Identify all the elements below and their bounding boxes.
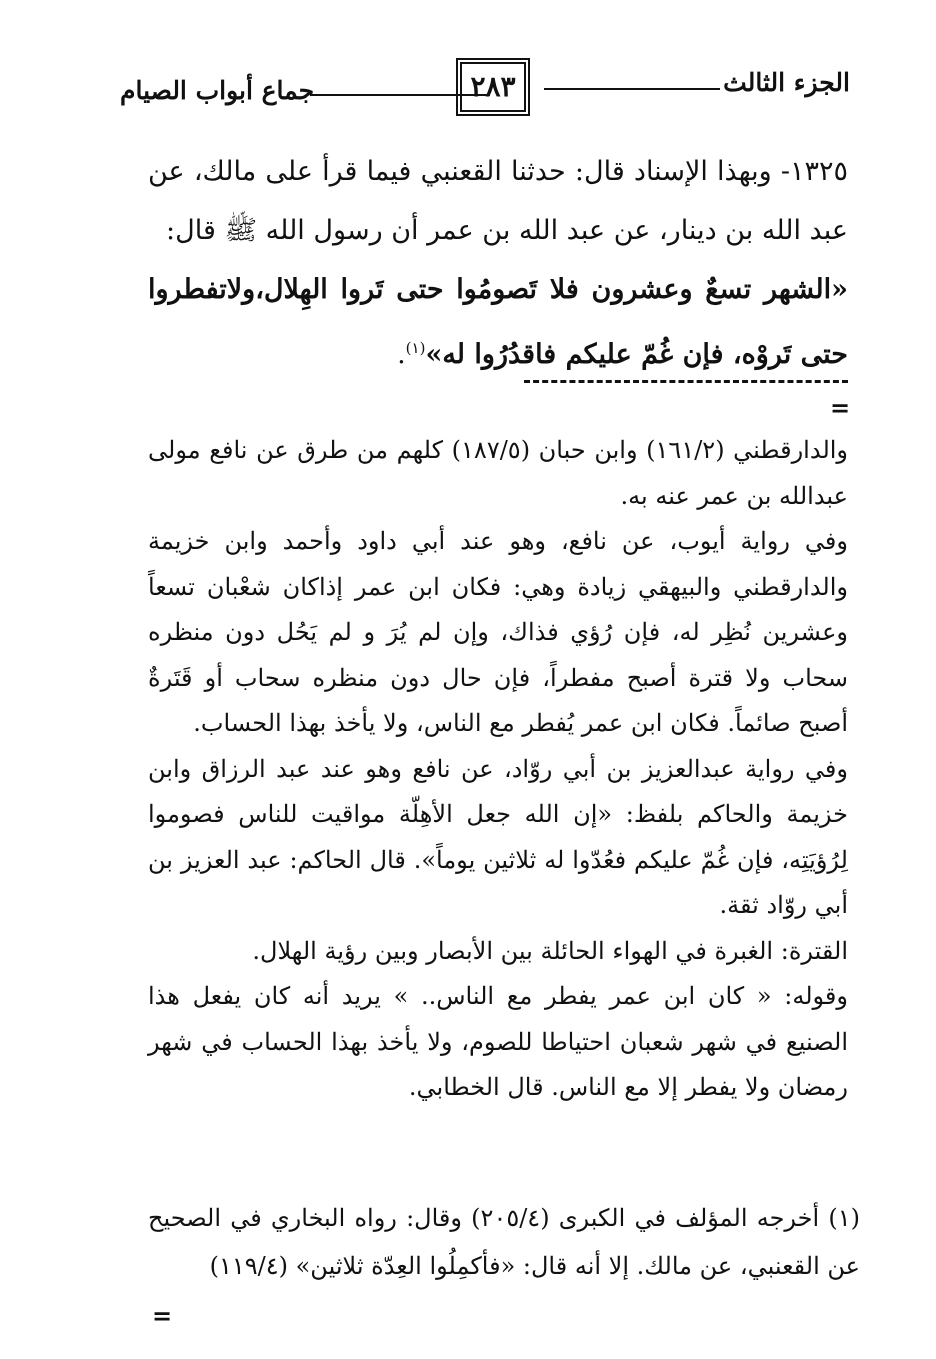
hadith-matn [148,260,848,384]
footnote-paragraph: وقوله: « كان ابن عمر يفطر مع الناس.. » يريد أنه كان يفعل هذا الصنيع في شهر شعبان احتياطا للصوم، ولا يأخذ بهذا الحساب في شهر رمضان ولا يفطر إلا مع الناس. قال الخطابي. [148,982,848,1101]
footnote-paragraph: وفي رواية عبدالعزيز بن أبي روّاد، عن نافع وهو عند عبد الرزاق وابن خزيمة والحاكم بلفظ: «إن الله جعل الأهِلّة مواقيت للناس فصوموا لِرُؤيَتِه، فإن غُمّ عليكم فعُدّوا له ثلاثين يوماً». قال الحاكم: عبد العزيز بن أبي روّاد ثقة. [148,754,848,919]
page-header [120,62,850,118]
hadith-text [148,142,848,384]
footnote-1-text: (١) أخرجه المؤلف في الكبرى (٢٠٥/٤) وقال: رواه البخاري في الصحيح عن القعنبي، عن مالك. إلا أنه قال: «فأكمِلُوا العِدّة ثلاثين» (١١٩/٤) [148,1204,860,1280]
part-title: الجزء الثالث [723,68,850,97]
hadith-isnad: ١٣٢٥- وبهذا الإسناد قال: حدثنا القعنبي فيما قرأ على مالك، عن عبد الله بن دينار، عن عبد الله بن عمر أن رسول الله ﷺ قال: [148,156,848,246]
footnote-separator [524,380,848,383]
end-mark: . [397,339,406,370]
chapter-title: جماع أبواب الصيام [120,76,315,105]
footnote-paragraph: والدارقطني (١٦١/٢) وابن حبان (١٨٧/٥) كلهم من طرق عن نافع مولى عبدالله بن عمر عنه به. [148,436,849,510]
continuation-mark-top: = [830,393,851,422]
footnote-paragraph: القترة: الغبرة في الهواء الحائلة بين الأبصار وبين رؤية الهلال. [252,936,848,965]
hadith-quote: «الشهر تسعٌ وعشرون فلا تَصومُوا حتى تَروا الهِلال،ولاتفطروا حتى تَروْه، فإن غُمّ عليكم فاقدُرُوا له» [148,274,848,370]
footnote-paragraph: وفي رواية أيوب، عن نافع، وهو عند أبي داود وأحمد وابن خزيمة والدارقطني والبيهقي زيادة وهي: فكان ابن عمر إذاكان شعْبان تسعاً وعشرين نُظِر له، فإن رُؤي فذاك، وإن لم يُرَ و لم يَحُل دون منظره سحاب ولا قترة أصبح مفطراً، فإن حال دون منظره سحاب أو قَتَرةٌ أصبح صائماً. فكان ابن عمر يُفطر مع الناس، ولا يأخذ بهذا الحساب. [148,527,848,737]
page-number: ٢٨٣ [460,62,526,112]
header-rule-right [544,88,720,90]
footnotes-continued [148,428,848,1111]
footnote-marker: (١) [405,339,426,357]
footnote-1 [148,1194,860,1290]
header-rule-left [310,94,490,96]
continuation-mark-bottom: = [152,1301,173,1330]
